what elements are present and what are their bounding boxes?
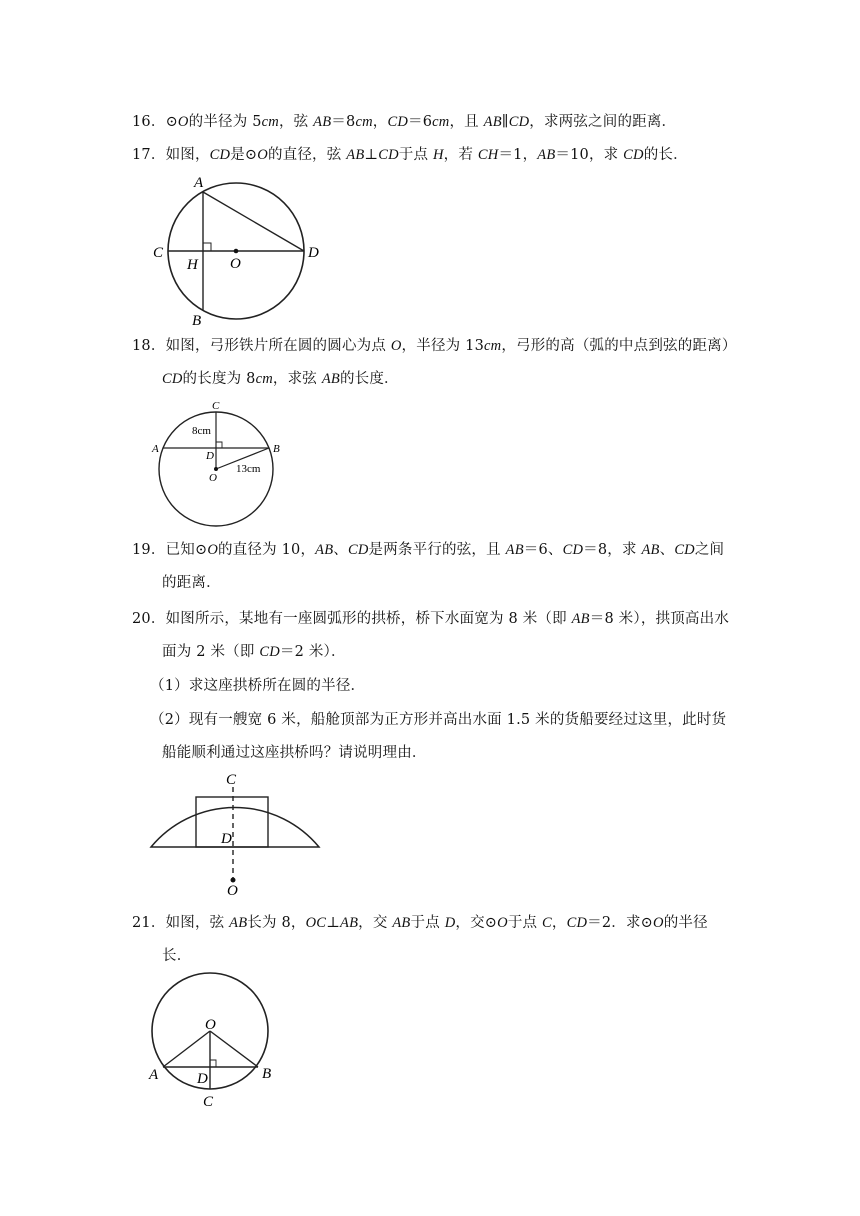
- label-b: B: [192, 313, 202, 329]
- text-run: （2）现有一艘宽 6 米，船舱顶部为正方形并高出水面 1.5 米的货船要经过这里，此时货: [150, 712, 727, 728]
- label-d: D: [308, 245, 319, 261]
- math-symbol: AB: [340, 915, 359, 931]
- text-run: 的直径为 10，: [217, 542, 316, 558]
- math-symbol: CD: [623, 147, 644, 163]
- label-d: D: [206, 450, 214, 462]
- math-symbol: cm: [355, 114, 373, 130]
- text-run: 的半径为 5: [188, 114, 262, 130]
- text-run: ＝8，求: [583, 542, 642, 558]
- label-13cm: 13cm: [236, 463, 261, 475]
- text-run: ，交⊙: [455, 915, 498, 931]
- math-symbol: cm: [432, 114, 450, 130]
- text-run: ＝2．求⊙: [587, 915, 654, 931]
- math-symbol: AB: [641, 542, 660, 558]
- text-run: 、: [333, 542, 348, 558]
- label-a: A: [149, 1067, 159, 1083]
- text-run: 长为 8，: [247, 915, 306, 931]
- text-run: 的直径，弦: [267, 147, 347, 163]
- segment-ob: [210, 1031, 258, 1067]
- math-symbol: CD: [347, 542, 369, 558]
- problem-number: 16．: [132, 114, 166, 130]
- text-run: 之间: [694, 542, 725, 558]
- text-run: ⊥: [326, 915, 341, 931]
- problem-number: 17．: [132, 147, 166, 163]
- text-run: ＝6: [408, 114, 433, 130]
- text-run: 于点: [398, 147, 433, 163]
- math-symbol: cm: [255, 371, 273, 387]
- text-run: 如图所示，某地有一座圆弧形的拱桥，桥下水面宽为 8 米（即: [165, 611, 572, 627]
- math-symbol: H: [433, 147, 444, 163]
- text-run: ，若: [443, 147, 478, 163]
- text-run: ＝8 米），拱顶高出水: [589, 611, 730, 627]
- text-run: ，弓形的高（弧的中点到弦的距离）: [501, 338, 737, 354]
- text-run: 的长度为 8: [182, 371, 256, 387]
- label-d: D: [221, 831, 232, 847]
- text-run: 已知⊙: [165, 542, 208, 558]
- label-a: A: [194, 175, 204, 191]
- text-run: 是⊙: [230, 147, 258, 163]
- text-run: 的半径: [663, 915, 708, 931]
- math-symbol: O: [497, 915, 508, 931]
- text-run: 的长度．: [339, 371, 399, 387]
- problem-number: 18．: [132, 338, 166, 354]
- label-d: D: [197, 1071, 208, 1087]
- text-run: 的距离．: [162, 575, 221, 591]
- label-o: O: [230, 256, 241, 272]
- math-symbol: AB: [346, 147, 365, 163]
- text-run: ⊥: [364, 147, 379, 163]
- problem-number: 21．: [132, 915, 166, 931]
- math-symbol: AB: [505, 542, 524, 558]
- text-run: 于点: [507, 915, 543, 931]
- text-run: 的长．: [643, 147, 688, 163]
- text-run: ，且: [449, 114, 484, 130]
- text-run: 如图，弓形铁片所在圆的圆心为点: [165, 338, 391, 354]
- problem-number: 19．: [132, 542, 166, 558]
- text-run: 、: [659, 542, 675, 558]
- text-run: ⊙: [165, 114, 178, 130]
- segment-oa: [163, 1031, 210, 1067]
- text-run: 是两条平行的弦，且: [368, 542, 506, 558]
- math-symbol: cm: [261, 114, 279, 130]
- math-symbol: CD: [209, 147, 231, 163]
- text-run: ＝1，: [498, 147, 538, 163]
- math-symbol: AB: [321, 371, 340, 387]
- text-run: 如图，: [165, 147, 210, 163]
- text-run: 如图，弦: [165, 915, 230, 931]
- text-run: ，: [551, 915, 567, 931]
- label-c: C: [203, 1094, 214, 1110]
- label-a: A: [152, 443, 159, 455]
- text-run: ＝2 米）．: [279, 644, 346, 660]
- label-o: O: [205, 1017, 216, 1033]
- text-run: ＝6、: [523, 542, 563, 558]
- label-b: B: [273, 443, 280, 455]
- label-c: C: [153, 245, 164, 261]
- text-run: 长．: [162, 948, 192, 964]
- text-run: ∥: [501, 114, 509, 130]
- text-run: 船能顺利通过这座拱桥吗？请说明理由．: [162, 745, 427, 761]
- text-run: 于点: [410, 915, 445, 931]
- math-symbol: CD: [674, 542, 695, 558]
- text-run: 面为 2 米（即: [162, 644, 260, 660]
- math-symbol: CD: [378, 147, 399, 163]
- math-symbol: OC: [305, 915, 327, 931]
- math-symbol: C: [542, 915, 552, 931]
- text-run: ＝8: [331, 114, 356, 130]
- math-symbol: CD: [259, 644, 280, 660]
- text-run: （1）求这座拱桥所在圆的半径．: [150, 678, 366, 694]
- label-o: O: [227, 883, 238, 899]
- text-run: ，: [372, 114, 388, 130]
- problem-number: 20．: [132, 611, 166, 627]
- text-run: ，半径为 13: [401, 338, 485, 354]
- math-symbol: O: [653, 915, 664, 931]
- math-symbol: O: [177, 114, 189, 130]
- math-symbol: CD: [566, 915, 588, 931]
- text-run: ＝10，求: [555, 147, 624, 163]
- math-symbol: D: [444, 915, 456, 931]
- label-c: C: [226, 772, 237, 788]
- math-symbol: CD: [508, 114, 530, 130]
- math-symbol: AB: [315, 542, 334, 558]
- math-symbol: AB: [571, 611, 590, 627]
- math-symbol: O: [207, 542, 218, 558]
- math-symbol: AB: [392, 915, 411, 931]
- label-h: H: [187, 257, 198, 273]
- math-symbol: cm: [484, 338, 502, 354]
- label-o: O: [209, 472, 217, 484]
- text-run: ，求弦: [272, 371, 322, 387]
- math-symbol: O: [257, 147, 268, 163]
- math-symbol: CD: [162, 371, 183, 387]
- label-8cm: 8cm: [192, 425, 211, 437]
- text-run: ，弦: [278, 114, 314, 130]
- math-symbol: AB: [313, 114, 332, 130]
- math-symbol: AB: [229, 915, 248, 931]
- text-run: ，交: [358, 915, 393, 931]
- right-angle-mark: [210, 1060, 216, 1067]
- math-symbol: CD: [562, 542, 584, 558]
- math-symbol: AB: [483, 114, 502, 130]
- label-b: B: [262, 1066, 272, 1082]
- math-symbol: O: [390, 338, 402, 354]
- label-c: C: [212, 400, 220, 412]
- math-symbol: CD: [387, 114, 408, 130]
- text-run: ，求两弦之间的距离．: [529, 114, 677, 130]
- math-symbol: CH: [477, 147, 499, 163]
- math-symbol: AB: [537, 147, 556, 163]
